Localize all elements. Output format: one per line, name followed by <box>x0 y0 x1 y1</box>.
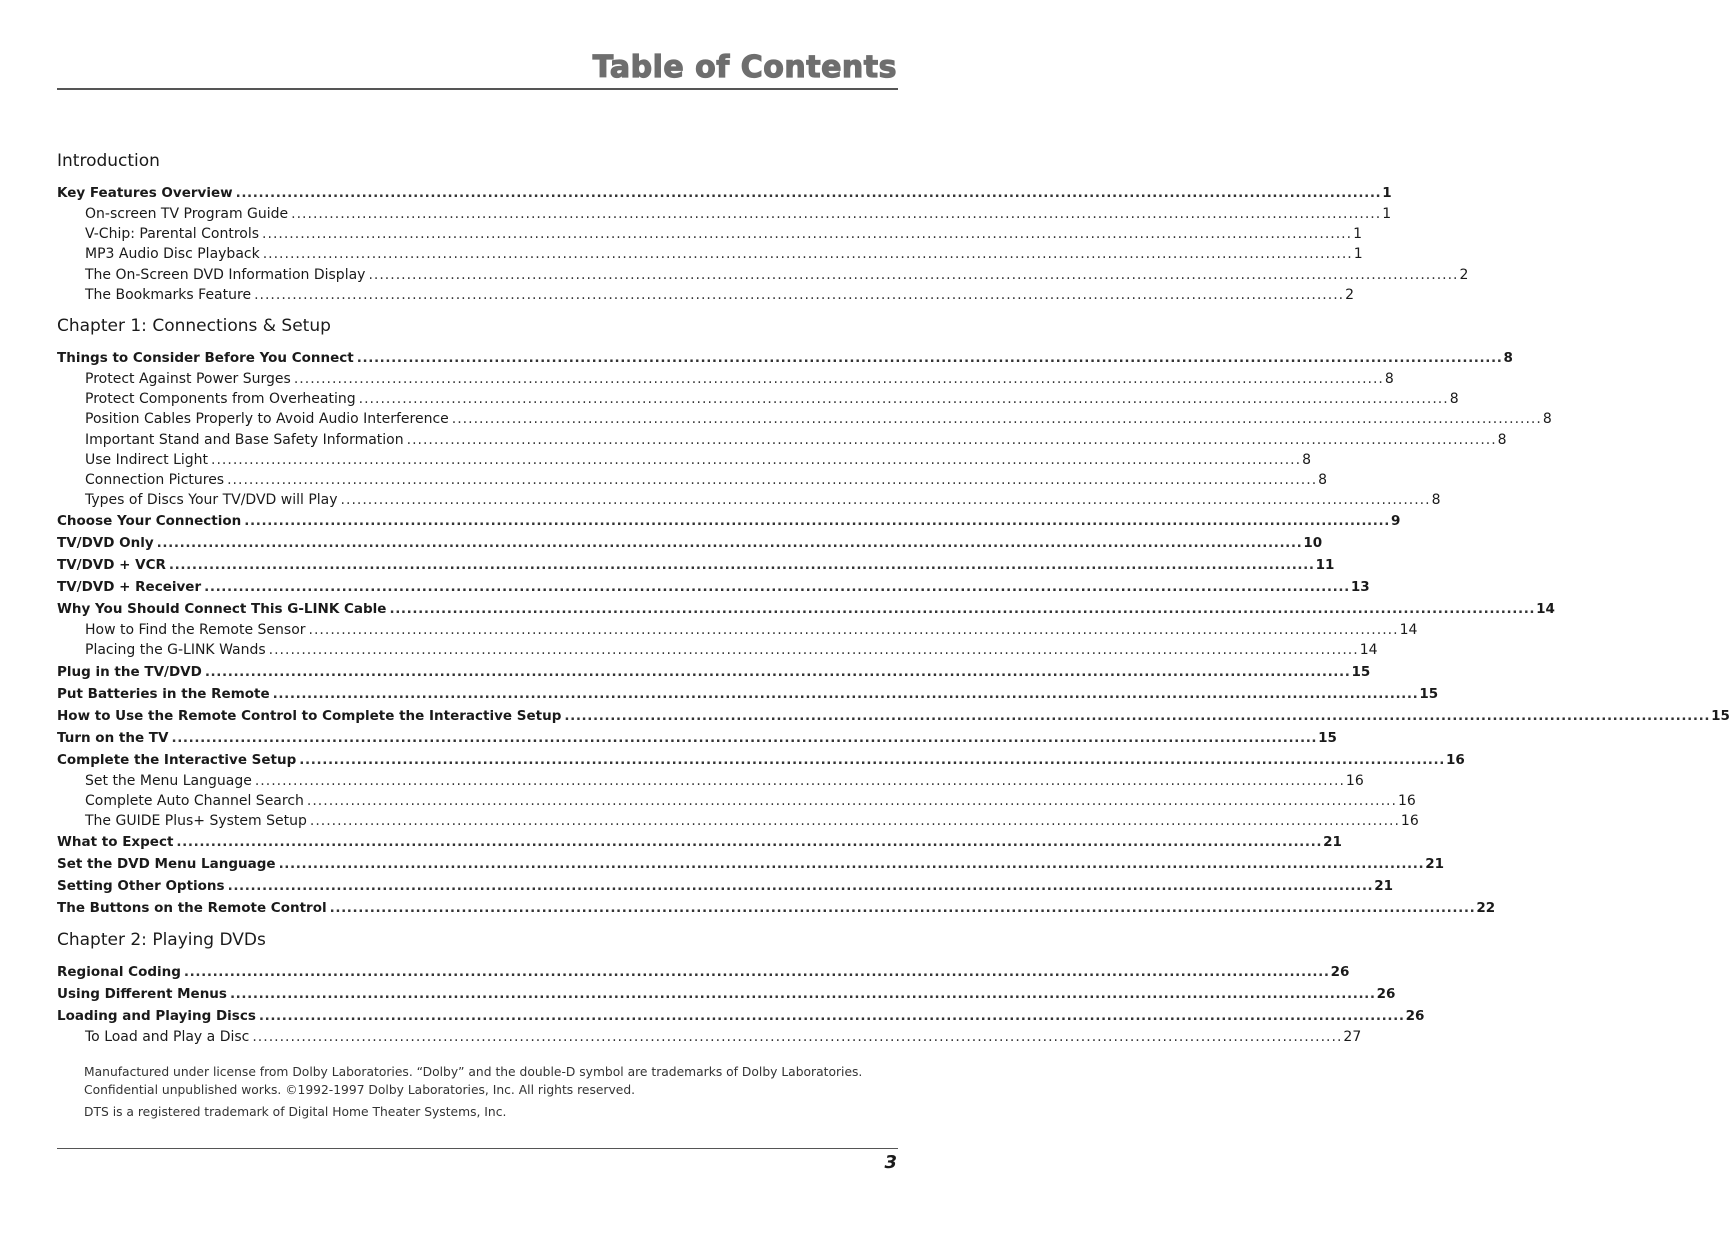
toc-entry[interactable] <box>57 490 1441 510</box>
toc-entry-page: 16 <box>1445 751 1465 768</box>
toc-section <box>57 924 1425 1047</box>
page-title: Table of Contents <box>592 50 897 85</box>
toc-entry-page: 15 <box>1419 685 1439 702</box>
toc-entry[interactable] <box>57 409 1552 429</box>
dot-leader: ........................................................................................................................................................................................................ <box>227 471 1318 488</box>
table-of-contents <box>57 145 1730 1047</box>
dot-leader: ........................................................................................................................................................................................................ <box>229 986 1376 1003</box>
dot-leader: ........................................................................................................................................................................................................ <box>176 834 1323 851</box>
toc-entry-page: 22 <box>1476 900 1496 917</box>
legal-notes <box>84 1063 884 1121</box>
toc-entry-title: TV/DVD + Receiver <box>57 579 202 596</box>
toc-entry[interactable] <box>57 224 1363 244</box>
toc-entry-title: Turn on the TV <box>57 729 169 746</box>
toc-entry-title: The GUIDE Plus+ System Setup <box>85 813 307 829</box>
toc-entry-title: How to Use the Remote Control to Complete the Interactive Setup <box>57 707 562 724</box>
toc-entry-page: 1 <box>1382 185 1392 201</box>
dot-leader: ........................................................................................................................................................................................................ <box>406 431 1497 448</box>
toc-entry[interactable] <box>57 749 1465 771</box>
toc-entry-page: 13 <box>1350 579 1370 596</box>
dot-leader: ........................................................................................................................................................................................................ <box>204 579 1350 596</box>
toc-entry[interactable] <box>57 705 1730 727</box>
toc-entry[interactable] <box>57 831 1342 853</box>
toc-entry-title: MP3 Audio Disc Playback <box>85 246 260 263</box>
toc-entry-page: 2 <box>1459 266 1469 283</box>
toc-entry-title: What to Expect <box>57 834 174 851</box>
toc-entry-page: 14 <box>1399 622 1418 639</box>
toc-entry-page: 26 <box>1330 964 1350 981</box>
toc-entry[interactable] <box>57 244 1363 264</box>
dot-leader: ........................................................................................................................................................................................................ <box>356 349 1503 366</box>
toc-entry[interactable] <box>57 811 1419 831</box>
toc-entry[interactable] <box>57 389 1459 409</box>
toc-entry[interactable] <box>57 347 1513 369</box>
dot-leader: ........................................................................................................................................................................................................ <box>211 451 1302 468</box>
footer-rule <box>57 1148 898 1149</box>
toc-entry[interactable] <box>57 1005 1425 1027</box>
dot-leader: ........................................................................................................................................................................................................ <box>268 642 1359 659</box>
toc-entry[interactable] <box>57 204 1392 224</box>
toc-entry-page: 16 <box>1345 772 1364 789</box>
toc-entry[interactable] <box>57 791 1416 811</box>
toc-entry[interactable] <box>57 1027 1362 1047</box>
dot-leader: ........................................................................................................................................................................................................ <box>564 707 1711 724</box>
toc-entry-title: Why You Should Connect This G-LINK Cable <box>57 601 387 618</box>
toc-entry-page: 1 <box>1353 226 1363 243</box>
toc-entry-title: Set the Menu Language <box>85 772 252 789</box>
dot-leader: ........................................................................................................................................................................................................ <box>299 751 1445 768</box>
toc-entry-page: 9 <box>1390 513 1401 530</box>
dot-leader: ........................................................................................................................................................................................................ <box>340 492 1431 509</box>
dot-leader: ........................................................................................................................................................................................................ <box>258 1008 1405 1025</box>
toc-entry-title: TV/DVD + VCR <box>57 557 166 574</box>
toc-entry-title: Protect Against Power Surges <box>85 370 291 387</box>
toc-entry-page: 1 <box>1382 206 1392 222</box>
toc-entry-title: Using Different Menus <box>57 986 227 1003</box>
dot-leader: ........................................................................................................................................................................................................ <box>183 964 1330 981</box>
dolby-notice-line-2: Confidential unpublished works. ©1992-1997 Dolby Laboratories, Inc. All rights reserved. <box>84 1083 636 1097</box>
toc-entry-title: TV/DVD Only <box>57 535 154 552</box>
dts-notice: DTS is a registered trademark of Digital Home Theater Systems, Inc. <box>84 1105 507 1119</box>
section-heading: Introduction <box>57 151 160 171</box>
toc-entry-title: Protect Components from Overheating <box>85 391 356 408</box>
dolby-notice-line-1: Manufactured under license from Dolby Laboratories. “Dolby” and the double-D symbol are trademarks of Dolby Laboratories. <box>84 1065 863 1079</box>
toc-entry-page: 16 <box>1397 792 1416 809</box>
toc-entry-title: To Load and Play a Disc <box>85 1029 250 1046</box>
dot-leader: ........................................................................................................................................................................................................ <box>368 266 1459 283</box>
dot-leader: ........................................................................................................................................................................................................ <box>168 557 1315 574</box>
toc-entry-page: 8 <box>1449 391 1459 408</box>
toc-entry-title: Key Features Overview <box>57 185 233 201</box>
dot-leader: ........................................................................................................................................................................................................ <box>308 622 1399 639</box>
toc-entry-title: Important Stand and Base Safety Information <box>85 431 404 448</box>
dot-leader: ........................................................................................................................................................................................................ <box>451 411 1542 428</box>
toc-entry-page: 27 <box>1343 1029 1362 1046</box>
toc-entry-title: Complete the Interactive Setup <box>57 751 297 768</box>
toc-entry[interactable] <box>57 897 1496 919</box>
toc-entry-page: 1 <box>1353 246 1363 263</box>
dot-leader: ........................................................................................................................................................................................................ <box>272 685 1419 702</box>
toc-entry-page: 26 <box>1376 986 1396 1003</box>
toc-entry-page: 8 <box>1542 411 1552 428</box>
section-heading: Chapter 1: Connections & Setup <box>57 315 331 336</box>
toc-entry-page: 8 <box>1318 471 1328 488</box>
toc-entry-title: V-Chip: Parental Controls <box>85 226 260 243</box>
dot-leader: ........................................................................................................................................................................................................ <box>358 391 1449 408</box>
toc-entry-page: 21 <box>1425 856 1445 873</box>
toc-entry-page: 21 <box>1374 878 1394 895</box>
toc-entry[interactable] <box>57 598 1555 620</box>
page-number: 3 <box>884 1152 897 1173</box>
dot-leader: ........................................................................................................................................................................................................ <box>171 729 1318 746</box>
dot-leader: ........................................................................................................................................................................................................ <box>244 513 1390 530</box>
toc-section <box>57 310 1730 919</box>
toc-entry-title: Placing the G-LINK Wands <box>85 642 266 659</box>
toc-entry[interactable] <box>57 961 1350 983</box>
section-heading: Chapter 2: Playing DVDs <box>57 930 266 951</box>
toc-entry-title: Position Cables Properly to Avoid Audio Interference <box>85 411 449 428</box>
toc-entry-page: 15 <box>1318 729 1337 746</box>
toc-entry-page: 8 <box>1384 370 1394 387</box>
toc-entry[interactable] <box>57 450 1311 470</box>
toc-entry-title: Put Batteries in the Remote <box>57 685 270 702</box>
toc-entry[interactable] <box>57 576 1370 598</box>
toc-entry-title: The Buttons on the Remote Control <box>57 900 327 917</box>
toc-entry-page: 26 <box>1405 1008 1425 1025</box>
toc-entry[interactable] <box>57 683 1439 705</box>
dot-leader: ........................................................................................................................................................................................................ <box>306 792 1397 809</box>
toc-entry[interactable] <box>57 620 1418 640</box>
toc-entry-page: 10 <box>1303 535 1323 552</box>
toc-entry-page: 15 <box>1351 663 1371 680</box>
dot-leader: ........................................................................................................................................................................................................ <box>389 601 1536 618</box>
toc-entry-page: 21 <box>1323 834 1342 851</box>
toc-entry-page: 2 <box>1345 286 1355 303</box>
toc-entry-page: 8 <box>1302 451 1311 468</box>
dot-leader: ........................................................................................................................................................................................................ <box>156 535 1303 552</box>
toc-entry-page: 15 <box>1711 707 1730 724</box>
toc-entry-title: Loading and Playing Discs <box>57 1008 256 1025</box>
dot-leader: ........................................................................................................................................................................................................ <box>262 246 1353 263</box>
toc-entry[interactable] <box>57 771 1364 791</box>
toc-entry-page: 8 <box>1431 492 1441 509</box>
dot-leader: ........................................................................................................................................................................................................ <box>329 900 1476 917</box>
toc-entry-page: 11 <box>1315 557 1335 574</box>
toc-entry-title: Complete Auto Channel Search <box>85 792 304 809</box>
toc-entry[interactable] <box>57 285 1355 305</box>
toc-entry[interactable] <box>57 661 1371 683</box>
header-rule <box>57 88 898 90</box>
toc-entry-title: Choose Your Connection <box>57 513 242 530</box>
toc-entry-title: The On-Screen DVD Information Display <box>85 266 366 283</box>
dot-leader: ........................................................................................................................................................................................................ <box>262 226 1353 243</box>
toc-entry-title: The Bookmarks Feature <box>85 286 252 303</box>
toc-entry[interactable] <box>57 470 1328 490</box>
toc-entry[interactable] <box>57 430 1507 450</box>
toc-entry-title: Connection Pictures <box>85 471 225 488</box>
toc-entry[interactable] <box>57 182 1392 204</box>
dot-leader: ........................................................................................................................................................................................................ <box>278 856 1425 873</box>
dot-leader: ........................................................................................................................................................................................................ <box>235 185 1382 201</box>
toc-entry-page: 14 <box>1359 642 1378 659</box>
toc-entry[interactable] <box>57 532 1323 554</box>
toc-entry-title: Setting Other Options <box>57 878 225 895</box>
toc-entry-page: 14 <box>1536 601 1555 618</box>
toc-entry[interactable] <box>57 554 1335 576</box>
toc-entry-title: Types of Discs Your TV/DVD will Play <box>85 492 338 509</box>
toc-entry-title: Set the DVD Menu Language <box>57 856 276 873</box>
toc-entry[interactable] <box>57 727 1337 749</box>
toc-entry[interactable] <box>57 369 1394 389</box>
dot-leader: ........................................................................................................................................................................................................ <box>254 772 1345 789</box>
toc-entry-title: Use Indirect Light <box>85 451 209 468</box>
dot-leader: ........................................................................................................................................................................................................ <box>254 286 1345 303</box>
toc-entry-title: Regional Coding <box>57 964 181 981</box>
dot-leader: ........................................................................................................................................................................................................ <box>252 1029 1343 1046</box>
toc-entry-title: Things to Consider Before You Connect <box>57 349 354 366</box>
toc-entry[interactable] <box>57 983 1396 1005</box>
toc-entry-page: 8 <box>1497 431 1507 448</box>
toc-entry-page: 16 <box>1400 813 1419 829</box>
dot-leader: ........................................................................................................................................................................................................ <box>204 663 1351 680</box>
toc-entry[interactable] <box>57 265 1469 285</box>
toc-entry-page: 8 <box>1503 349 1513 366</box>
dot-leader: ........................................................................................................................................................................................................ <box>291 206 1382 222</box>
toc-entry[interactable] <box>57 853 1445 875</box>
toc-entry[interactable] <box>57 510 1401 532</box>
dot-leader: ........................................................................................................................................................................................................ <box>293 370 1384 387</box>
toc-entry[interactable] <box>57 640 1378 660</box>
dot-leader: ........................................................................................................................................................................................................ <box>309 813 1400 829</box>
toc-entry-title: Plug in the TV/DVD <box>57 663 202 680</box>
toc-section <box>57 145 1469 305</box>
toc-entry-title: How to Find the Remote Sensor <box>85 622 306 639</box>
toc-entry[interactable] <box>57 875 1394 897</box>
dot-leader: ........................................................................................................................................................................................................ <box>227 878 1374 895</box>
toc-entry-title: On-screen TV Program Guide <box>85 206 289 222</box>
